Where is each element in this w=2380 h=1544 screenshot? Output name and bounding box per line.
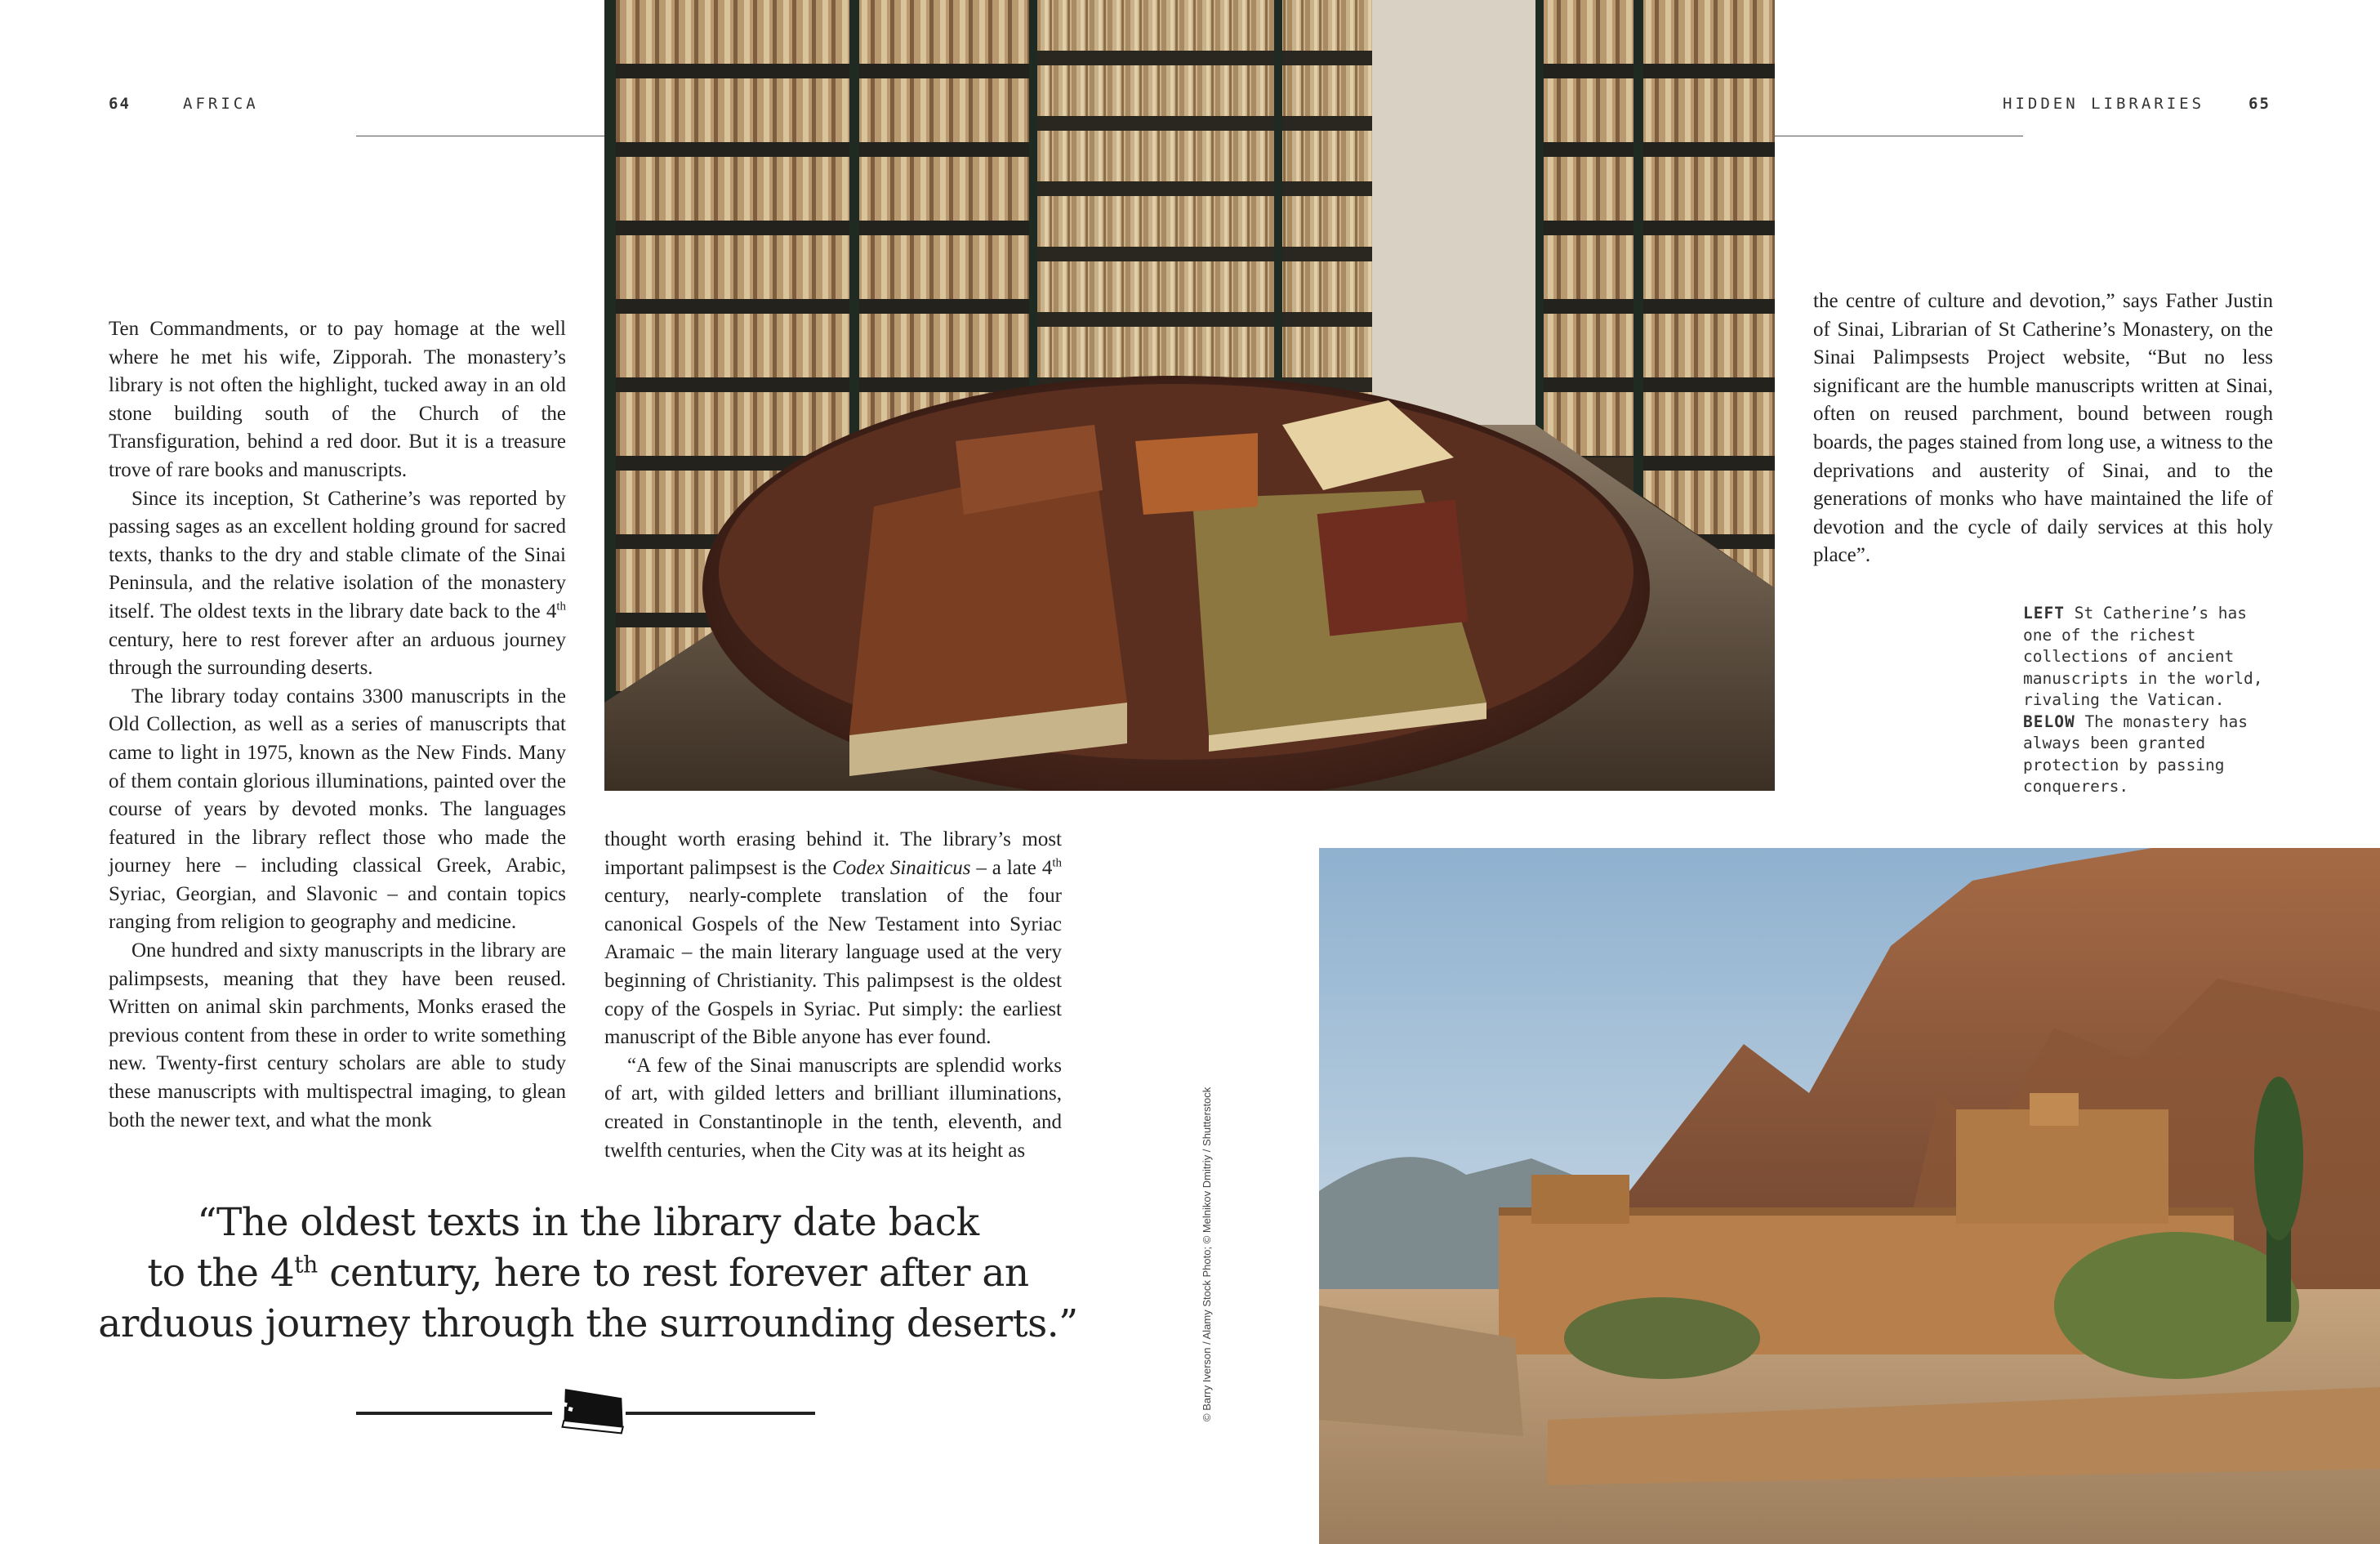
pull-quote-line-1: “The oldest texts in the library date back xyxy=(197,1200,979,1245)
caption-below-tag: BELOW xyxy=(2023,712,2075,731)
pull-quote-ornament xyxy=(356,1382,815,1439)
col1-paragraph-2: Since its inception, St Catherine’s was reported by passing sages as an excellent holding ground for sacred texts, thanks to the dry and stable climate of the Sinai Peninsula, and the relative isolation of the monastery itself. The oldest texts in the library date back to the 4th century, here to rest forever after an arduous journey through the surrounding deserts. xyxy=(109,487,566,680)
body-column-1 xyxy=(109,315,566,1135)
pull-quote-line-2: to the 4th century, here to rest forever after an xyxy=(147,1251,1029,1296)
photo-caption: LEFT St Catherine’s has one of the richest collections of ancient manuscripts in the world, rivaling the Vatican. BELOW The monastery has always been granted protection by passing conquerers. xyxy=(2023,604,2263,796)
left-section-title: AFRICA xyxy=(183,95,259,113)
right-section-title: HIDDEN LIBRARIES xyxy=(2003,95,2205,113)
col2-paragraph-1: thought worth erasing behind it. The library’s most important palimpsest is the Codex Sinaiticus – a late 4th century, nearly-complete translation of the four canonical Gospels of the New Testament into Syriac Aramaic – the main literary language used at the very beginning of Christianity. This palimpsest is the oldest copy of the Gospels in Syriac. Put simply: the earliest manuscript of the Bible anyone has ever found. xyxy=(604,828,1062,1049)
library-interior-photo xyxy=(604,0,1775,791)
body-column-3 xyxy=(1813,288,2273,570)
pull-quote-line-3: arduous journey through the surrounding deserts.” xyxy=(98,1301,1078,1346)
st-catherines-monastery-photo xyxy=(1319,848,2380,1544)
photo-credit: © Barry Iverson / Alamy Stock Photo; © Melnikov Dmitriy / Shutterstock xyxy=(1201,1087,1213,1421)
book-icon xyxy=(556,1384,630,1439)
col1-paragraph-1: Ten Commandments, or to pay homage at the well where he met his wife, Zipporah. The monastery’s library is not often the highlight, tucked away in an old stone building south of the Church of the Transfiguration, behind a red door. But it is a treasure trove of rare books and manuscripts. xyxy=(109,318,566,481)
body-column-2 xyxy=(604,826,1062,1165)
right-page-number: 65 xyxy=(2249,95,2271,113)
left-page-number: 64 xyxy=(109,95,131,113)
col3-paragraph-1: the centre of culture and devotion,” says Father Justin of Sinai, Librarian of St Catherine’s Monastery, on the Sinai Palimpsests Project website, “But no less significant are the humble manuscripts written at Sinai, often on reused parchment, bound between rough boards, the pages stained from long use, a witness to the deprivations and austerity of Sinai, and to the generations of monks who have maintained the life of devotion and the cycle of daily services at this holy place”. xyxy=(1813,290,2273,567)
caption-left-tag: LEFT xyxy=(2023,604,2065,623)
col1-paragraph-3: The library today contains 3300 manuscripts in the Old Collection, as well as a series of manuscripts that came to light in 1975, known as the New Finds. Many of them contain glorious illuminations, painted over the course of years by devoted monks. The languages featured in the library reflect those who made the journey here – including classical Greek, Arabic, Syriac, Georgian, and Slavonic – and contain topics ranging from religion to geography and medicine. xyxy=(109,685,566,934)
pull-quote xyxy=(98,1198,1078,1350)
col2-paragraph-2: “A few of the Sinai manuscripts are splendid works of art, with gilded letters and brilliant illuminations, created in Constantinople in the tenth, eleventh, and twelfth centuries, when the City was at its height as xyxy=(604,1054,1062,1162)
col1-paragraph-4: One hundred and sixty manuscripts in the library are palimpsests, meaning that they have been reused. Written on animal skin parchments, Monks erased the previous content from these in order to write something new. Twenty-first century scholars are able to study these manuscripts with multispectral imaging, to glean both the newer text, and what the monk xyxy=(109,939,566,1131)
